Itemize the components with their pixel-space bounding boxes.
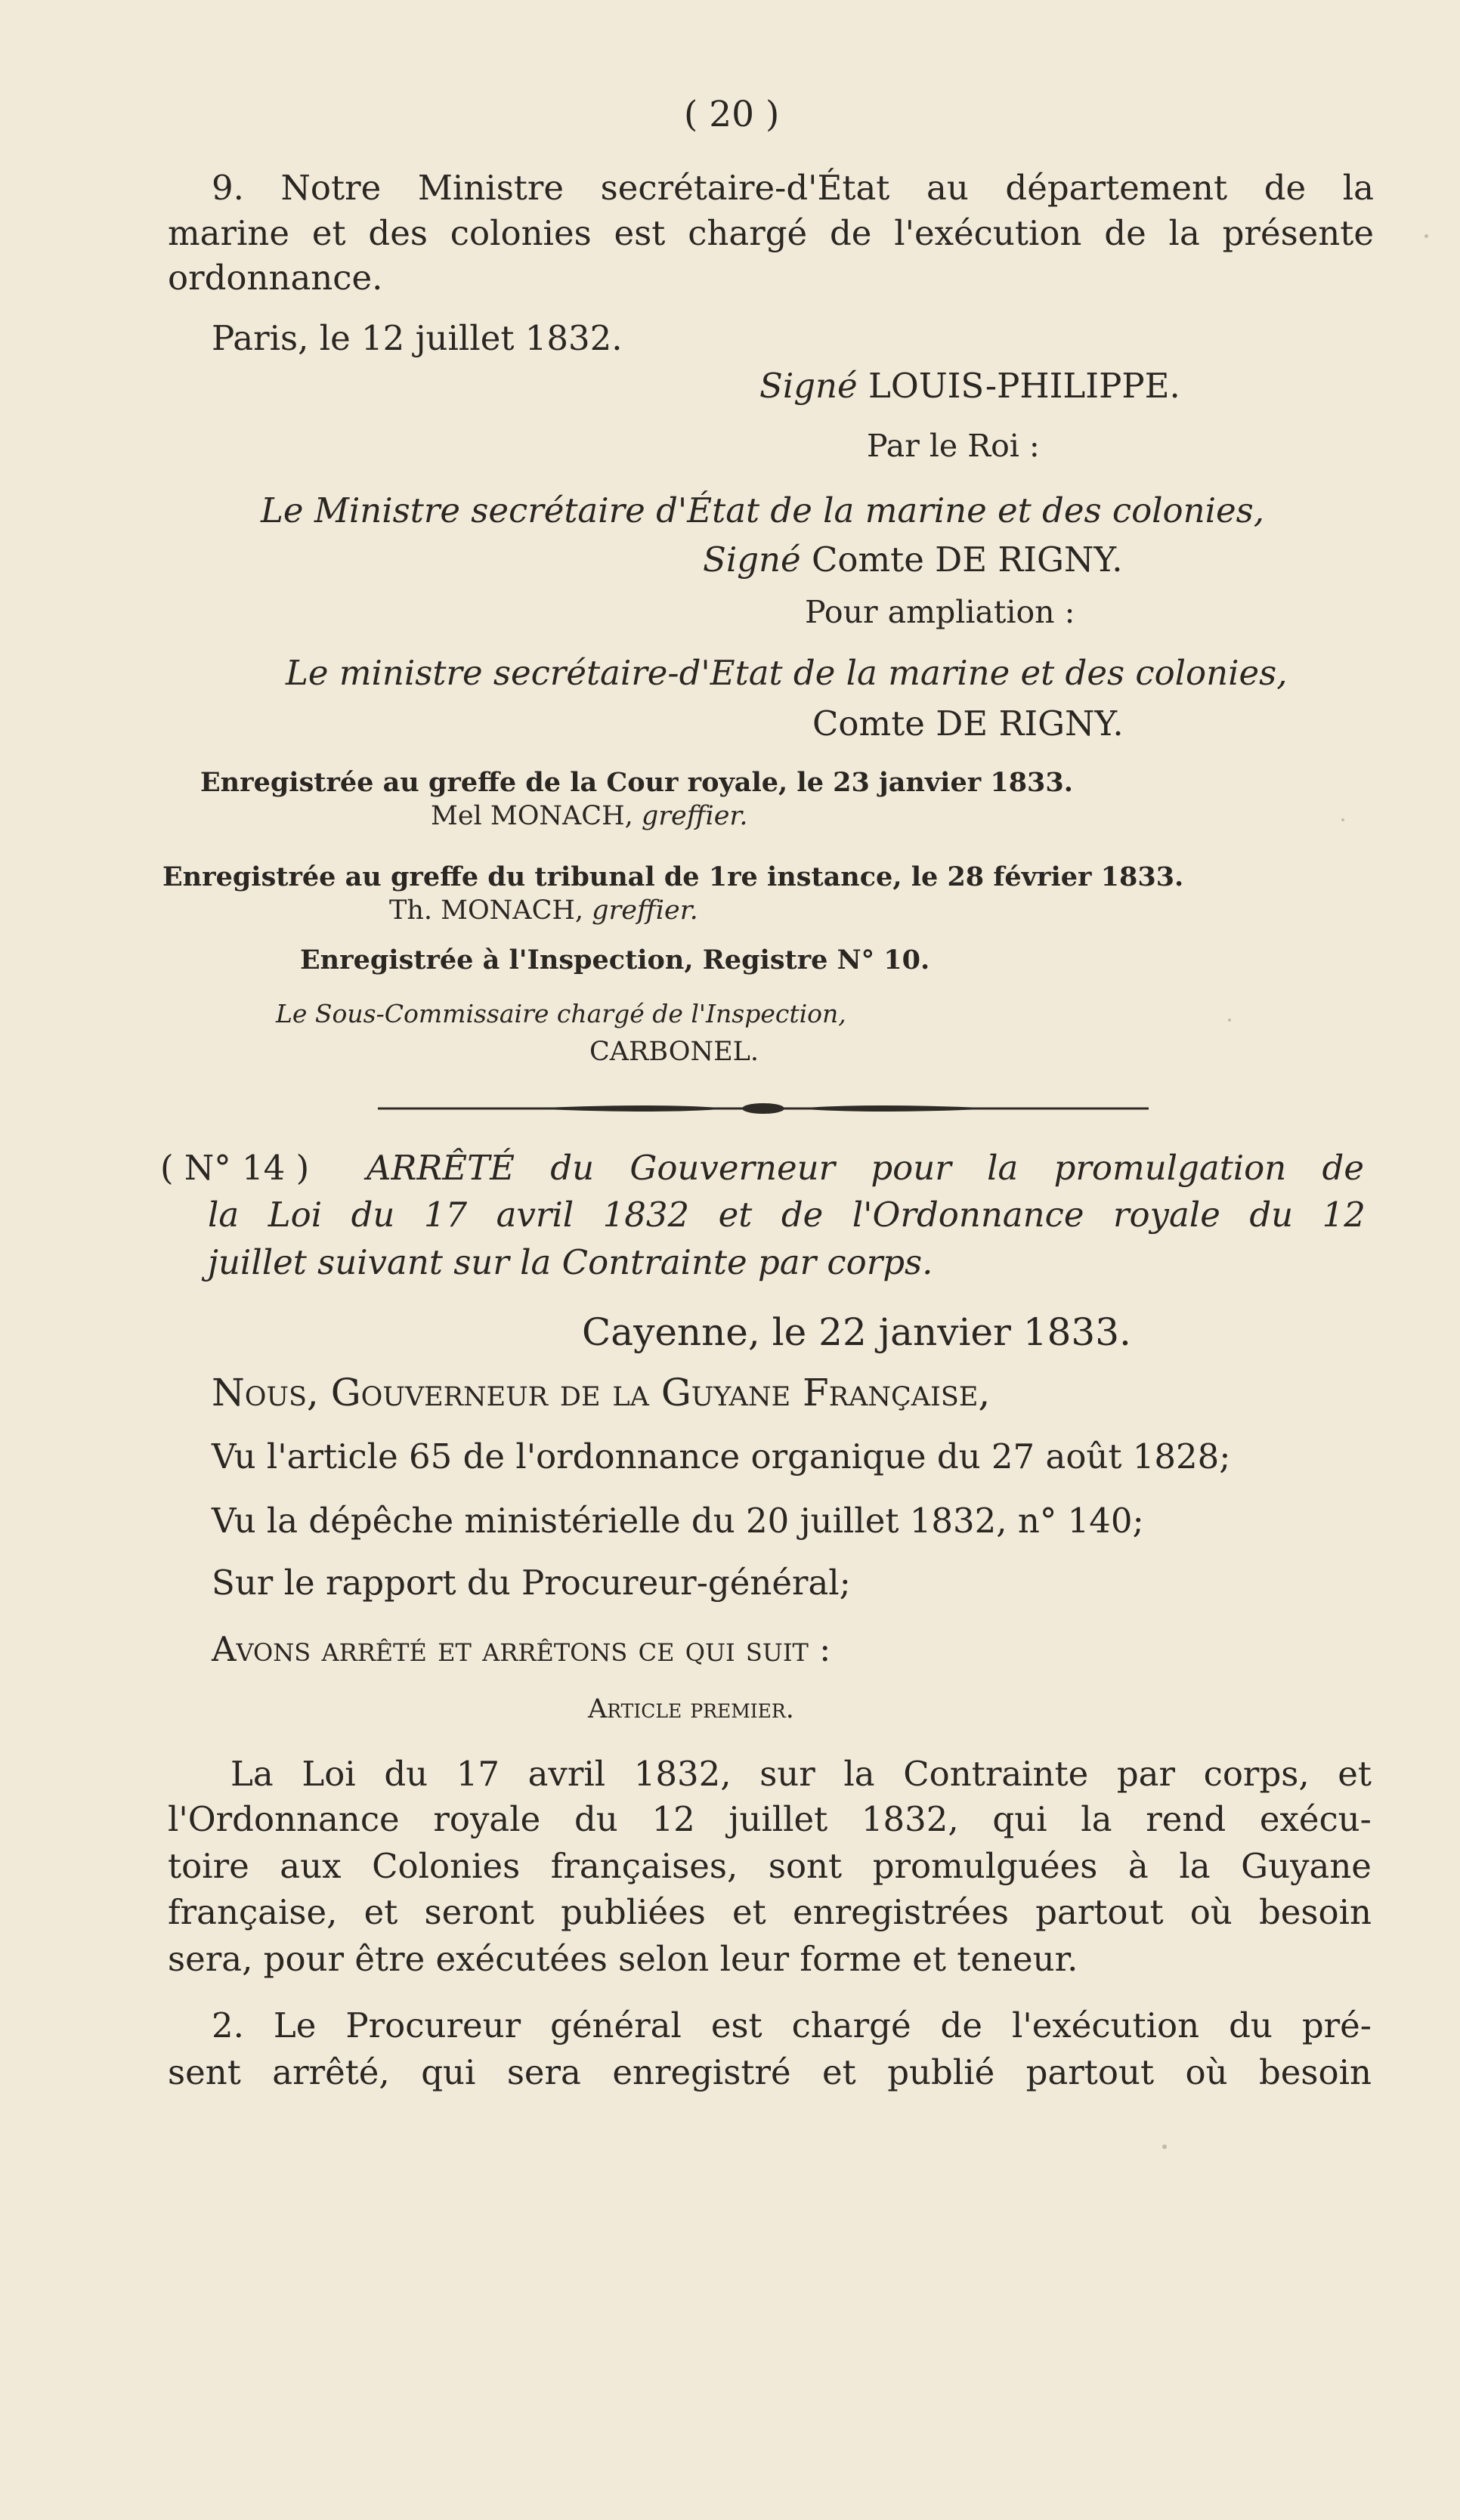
king-name: LOUIS-PHILIPPE. bbox=[868, 366, 1180, 406]
word: arrêté, bbox=[272, 2052, 390, 2092]
word: à bbox=[1127, 1846, 1149, 1886]
registration-inspection: Enregistrée à l'Inspection, Registre N° 10. bbox=[300, 945, 930, 976]
article-1-line-4 bbox=[168, 1892, 1372, 1932]
word: où bbox=[1185, 2052, 1228, 2092]
word: la bbox=[208, 1195, 240, 1235]
word: 12 bbox=[1322, 1195, 1366, 1235]
paper-speck bbox=[1424, 234, 1428, 238]
article-2-line-1 bbox=[212, 2005, 1372, 2045]
word: 1832, bbox=[633, 1754, 732, 1794]
word: juillet bbox=[728, 1799, 828, 1839]
word: la bbox=[843, 1754, 875, 1794]
word: Ministre bbox=[417, 168, 565, 208]
registrar-1-name: Mel MONACH, bbox=[431, 801, 633, 831]
article-premier: Article premier. bbox=[588, 1694, 794, 1724]
word: marine bbox=[168, 213, 290, 253]
word: du bbox=[351, 1195, 395, 1235]
word: 1832 bbox=[602, 1195, 690, 1235]
word: publiées bbox=[561, 1892, 706, 1932]
registrar-1-role: greffier. bbox=[641, 801, 748, 831]
word: de bbox=[1264, 168, 1307, 208]
arrete-heading-1 bbox=[367, 1148, 1364, 1188]
word: l'exécution bbox=[1011, 2005, 1200, 2045]
word: du bbox=[574, 1799, 618, 1839]
word: et bbox=[363, 1892, 398, 1932]
paper-speck bbox=[1228, 1019, 1231, 1022]
word: Le bbox=[273, 2005, 317, 2045]
word: Loi bbox=[268, 1195, 323, 1235]
word: sont bbox=[768, 1846, 843, 1886]
word: 17 bbox=[423, 1195, 468, 1235]
word: colonies bbox=[450, 213, 592, 253]
word: de bbox=[940, 2005, 982, 2045]
word: corps, bbox=[1203, 1754, 1310, 1794]
arrete-number: ( N° 14 ) bbox=[160, 1148, 310, 1188]
word: chargé bbox=[688, 213, 808, 253]
vu-article-65: Vu l'article 65 de l'ordonnance organique du 27 août 1828; bbox=[212, 1436, 1231, 1476]
word: enregistrées bbox=[792, 1892, 1009, 1932]
word: Colonies bbox=[372, 1846, 521, 1886]
vu-depeche: Vu la dépêche ministérielle du 20 juillet 1832, n° 140; bbox=[212, 1501, 1144, 1541]
arrete-heading-2 bbox=[208, 1195, 1366, 1235]
word: sera bbox=[506, 2052, 581, 2092]
word: avril bbox=[496, 1195, 574, 1235]
word: où bbox=[1189, 1892, 1233, 1932]
word: est bbox=[710, 2005, 762, 2045]
word: chargé bbox=[791, 2005, 911, 2045]
cayenne-date: Cayenne, le 22 janvier 1833. bbox=[582, 1310, 1131, 1354]
article-1-line-3 bbox=[168, 1846, 1372, 1886]
page-number: ( 20 ) bbox=[684, 94, 780, 135]
ornamental-rule bbox=[374, 1099, 1152, 1118]
sous-commissaire: Le Sous-Commissaire chargé de l'Inspection, bbox=[276, 999, 846, 1028]
word: 12 bbox=[651, 1799, 695, 1839]
word: général bbox=[550, 2005, 682, 2045]
word: promulgation bbox=[1053, 1148, 1287, 1188]
sur-le-rapport: Sur le rapport du Procureur-général; bbox=[212, 1563, 851, 1603]
word: l'exécution bbox=[894, 213, 1082, 253]
word: seront bbox=[424, 1892, 534, 1932]
word: Loi bbox=[302, 1754, 356, 1794]
word: qui bbox=[992, 1799, 1047, 1839]
article-1-line-1 bbox=[230, 1754, 1372, 1794]
article-2-line-2 bbox=[168, 2052, 1372, 2092]
word: royale bbox=[1112, 1195, 1220, 1235]
word: la bbox=[1179, 1846, 1211, 1886]
word: besoin bbox=[1259, 2052, 1372, 2092]
ampliation: Pour ampliation : bbox=[805, 594, 1075, 630]
registrar-2-role: greffier. bbox=[592, 895, 698, 926]
word: Procureur bbox=[345, 2005, 521, 2045]
registrar-2-name: Th. MONACH, bbox=[389, 895, 583, 926]
signature-king bbox=[759, 366, 1180, 406]
word: qui bbox=[421, 2052, 476, 2092]
word: ARRÊTÉ bbox=[367, 1148, 515, 1188]
word: sur bbox=[759, 1754, 815, 1794]
nous-gouverneur: Nous, Gouverneur de la Guyane Française, bbox=[212, 1371, 991, 1415]
signature-rigny bbox=[703, 540, 1123, 580]
minister-title-2: Le ministre secrétaire-d'Etat de la marine et des colonies, bbox=[286, 653, 1288, 693]
word: du bbox=[1229, 2005, 1273, 2045]
word: pré- bbox=[1301, 2005, 1372, 2045]
word: au bbox=[926, 168, 969, 208]
signe-rigny-label: Signé bbox=[703, 540, 801, 580]
word: des bbox=[368, 213, 428, 253]
word: 2. bbox=[212, 2005, 244, 2045]
paris-date: Paris, le 12 juillet 1832. bbox=[212, 318, 623, 358]
word: et bbox=[822, 2052, 856, 2092]
word: présente bbox=[1222, 213, 1374, 253]
article-9-line-1 bbox=[212, 168, 1374, 208]
word: l'Ordonnance bbox=[852, 1195, 1084, 1235]
article-1-line-5: sera, pour être exécutées selon leur forme et teneur. bbox=[168, 1939, 1078, 1979]
article-9-line-3: ordonnance. bbox=[168, 258, 383, 298]
word: rend bbox=[1146, 1799, 1226, 1839]
word: française, bbox=[168, 1892, 338, 1932]
word: La bbox=[230, 1754, 274, 1794]
signe-label: Signé bbox=[759, 366, 858, 406]
word: partout bbox=[1025, 2052, 1155, 2092]
registrar-1 bbox=[431, 803, 747, 830]
word: de bbox=[830, 213, 872, 253]
word: est bbox=[614, 213, 666, 253]
word: royale bbox=[433, 1799, 541, 1839]
word: 17 bbox=[456, 1754, 500, 1794]
registration-court: Enregistrée au greffe de la Cour royale, le 23 janvier 1833. bbox=[200, 767, 1073, 798]
word: la bbox=[1081, 1799, 1112, 1839]
word: la bbox=[987, 1148, 1019, 1188]
word: besoin bbox=[1258, 1892, 1372, 1932]
article-1-line-2 bbox=[168, 1799, 1372, 1839]
word: 9. bbox=[212, 168, 244, 208]
rigny-name-1: Comte DE RIGNY. bbox=[811, 540, 1123, 580]
paper-speck bbox=[1341, 818, 1344, 821]
par-le-roi: Par le Roi : bbox=[867, 428, 1040, 464]
word: et bbox=[718, 1195, 753, 1235]
word: avril bbox=[527, 1754, 606, 1794]
word: par bbox=[1116, 1754, 1176, 1794]
avons-arrete: Avons arrêté et arrêtons ce qui suit : bbox=[212, 1629, 831, 1669]
word: sent bbox=[168, 2052, 241, 2092]
word: françaises, bbox=[550, 1846, 738, 1886]
word: publié bbox=[887, 2052, 995, 2092]
rigny-name-2: Comte DE RIGNY. bbox=[812, 703, 1124, 744]
word: 1832, bbox=[861, 1799, 959, 1839]
article-9-line-2 bbox=[168, 213, 1374, 253]
word: du bbox=[384, 1754, 428, 1794]
word: de bbox=[1104, 213, 1146, 253]
word: et bbox=[732, 1892, 766, 1932]
word: promulguées bbox=[872, 1846, 1098, 1886]
word: partout bbox=[1035, 1892, 1164, 1932]
registrar-2 bbox=[389, 895, 698, 926]
word: du bbox=[550, 1148, 595, 1188]
carbonel: CARBONEL. bbox=[589, 1037, 759, 1067]
word: la bbox=[1168, 213, 1200, 253]
arrete-heading-3: juillet suivant sur la Contrainte par corps. bbox=[208, 1242, 933, 1282]
paper-speck bbox=[1162, 2144, 1167, 2149]
registration-tribunal: Enregistrée au greffe du tribunal de 1re instance, le 28 février 1833. bbox=[162, 861, 1184, 892]
word: pour bbox=[871, 1148, 951, 1188]
word: de bbox=[781, 1195, 824, 1235]
word: la bbox=[1342, 168, 1374, 208]
word: aux bbox=[280, 1846, 342, 1886]
word: secrétaire-d'État bbox=[600, 168, 890, 208]
word: Notre bbox=[280, 168, 382, 208]
word: et bbox=[1338, 1754, 1372, 1794]
word: département bbox=[1005, 168, 1228, 208]
minister-title-1: Le Ministre secrétaire d'État de la marine et des colonies, bbox=[261, 490, 1265, 530]
word: et bbox=[311, 213, 346, 253]
word: exécu- bbox=[1259, 1799, 1372, 1839]
word: toire bbox=[168, 1846, 249, 1886]
word: du bbox=[1249, 1195, 1294, 1235]
word: Contrainte bbox=[903, 1754, 1089, 1794]
word: enregistré bbox=[612, 2052, 791, 2092]
word: Gouverneur bbox=[629, 1148, 836, 1188]
word: Guyane bbox=[1241, 1846, 1372, 1886]
word: de bbox=[1322, 1148, 1364, 1188]
word: l'Ordonnance bbox=[168, 1799, 400, 1839]
